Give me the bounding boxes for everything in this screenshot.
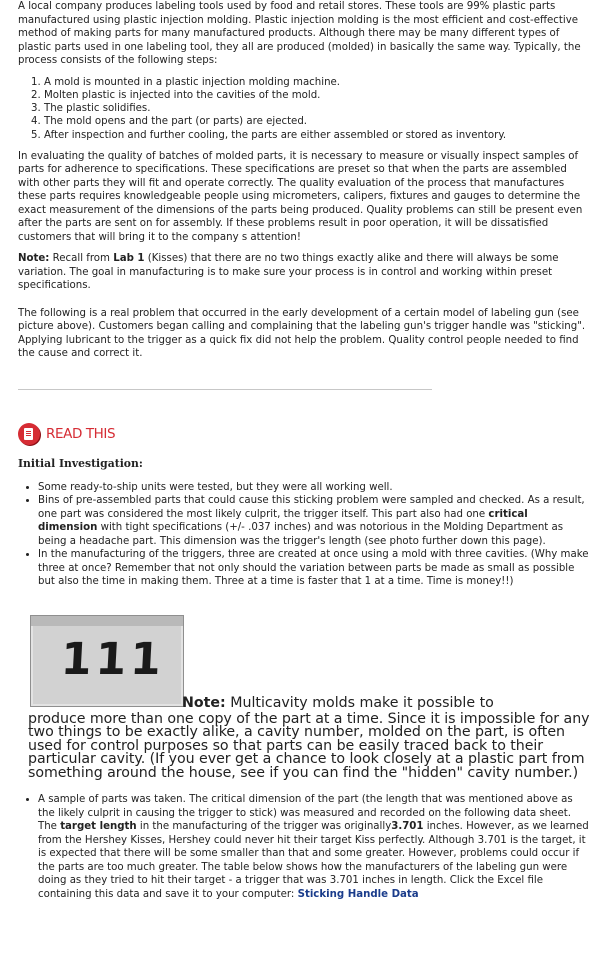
process-steps-list <box>18 76 590 142</box>
mold-figure <box>18 615 590 713</box>
problem-paragraph: The following is a real problem that occurred in the early development of a certain model of labeling gun (see picture above). Customers began calling and complaining that the labeling gun's trigger handle was "sticking". Applying lubricant to the trigger as a quick fix did not help the problem. Quality control people needed to find the cause and correct it. <box>18 307 586 360</box>
critical-dimension-term: critical dimension <box>38 508 528 534</box>
list-text: with tight specifications (+/- .037 inches) and was notorious in the Molding Department as being a headache part. This dimension was the trigger's length (see photo further down this page). <box>38 522 564 547</box>
list-text: in the manufacturing of the trigger was originally <box>136 821 392 833</box>
note-text: (Kisses) that there are no two things exactly alike and there will always be some variation. The goal in manufacturing is to make sure your process is in control and working within preset specifications. <box>18 253 559 292</box>
investigation-heading: Initial Investigation: <box>18 456 143 470</box>
note-paragraph <box>18 252 590 293</box>
read-this-banner <box>18 420 590 448</box>
cavity-number: 111 <box>59 633 167 685</box>
list-text: Bins of pre-assembled parts that could cause this sticking problem were sampled and checked. As a result, one part was considered the most likely culprit, the trigger itself. This part also had one <box>38 495 585 520</box>
note-label: Note: <box>182 694 226 711</box>
lab-reference: Lab 1 <box>113 253 145 265</box>
note-text: Multicavity molds make it possible to <box>225 694 494 711</box>
divider <box>18 389 432 390</box>
book-icon <box>18 423 40 445</box>
list-text: A sample of parts was taken. The critical dimension of the part (the length that was mentioned above as the likely culprit in causing the trigger to stick) was measured and recorded on the following data sheet. The <box>38 794 573 833</box>
cavity-number-image <box>30 615 184 707</box>
sample-list <box>18 793 590 901</box>
list-item: 2. Molten plastic is injected into the cavities of the mold. <box>44 89 590 102</box>
list-text: inches. However, as we learned from the Hershey Kisses, Hershey could never hit their target Kiss perfectly. Although 3.701 is the target, it is expected that there will be some smaller than that and some greater. However, problems could occur if the parts are too much greater. The table below shows how the manufacturers of the labeling gun were doing as they tried to hit their target - a trigger that was 3.701 inches in length. Click the Excel file containing this data and save it to your computer: <box>38 821 589 900</box>
quality-paragraph: In evaluating the quality of batches of molded parts, it is necessary to measure or visually inspect samples of parts for adherence to specifications. These specifications are preset so that when the parts are assembled with other parts they will fit and operate correctly. The quality evaluation of the process that manufactures these parts requires knowledgeable people using micrometers, calipers, fixtures and gauges to determine the exact measurement of the dimensions of the parts being produced. Quality problems can still be present even after the parts are sent on for assembly. If these problems result in poor operation, it will be dissatisfied customers that will bring it to the company s attention! <box>18 150 583 243</box>
target-value: 3.701 <box>391 821 424 833</box>
list-item <box>38 793 590 901</box>
investigation-list <box>18 481 590 589</box>
list-item: 4. The mold opens and the part (or parts) are ejected. <box>44 115 590 128</box>
list-item <box>38 494 590 548</box>
list-item: 1. A mold is mounted in a plastic injection molding machine. <box>44 76 590 89</box>
note-label: Note: <box>18 253 50 265</box>
list-item: 3. The plastic solidifies. <box>44 102 590 115</box>
multicavity-note-first-line <box>182 695 494 711</box>
list-item: 5. After inspection and further cooling, the parts are either assembled or stored as inventory. <box>44 129 590 142</box>
multicavity-note-body: produce more than one copy of the part at a time. Since it is impossible for any two things to be exactly alike, a cavity number, molded on the part, is often used for control purposes so that parts can be easily traced back to their particular cavity. (If you ever get a chance to look closely at a plastic part from something around the house, see if you can find the "hidden" cavity number.) <box>28 710 590 781</box>
sticking-handle-data-link[interactable]: Sticking Handle Data <box>297 888 419 900</box>
note-text: Recall from <box>49 253 114 265</box>
intro-paragraph: A local company produces labeling tools used by food and retail stores. These tools are 99% plastic parts manufactured using plastic injection molding. Plastic injection molding is the most efficient and cost-effective method of making parts for many manufactured products. Although there may be many different types of plastic parts used in one labeling tool, they all are produced (molded) in basically the same way. Typically, the process consists of the following steps: <box>18 1 581 66</box>
read-this-label: READ THIS <box>46 425 116 442</box>
list-item: • In the manufacturing of the triggers, three are created at once using a mold with three cavities. (Why make three at once? Remember that not only should the variation between parts be made as small as possible but also the time in making them. Three at a time is faster that 1 at a time. Time is money!!) <box>38 548 590 589</box>
target-length-term: target length <box>60 821 137 833</box>
list-item: • Some ready-to-ship units were tested, but they were all working well. <box>38 481 590 495</box>
